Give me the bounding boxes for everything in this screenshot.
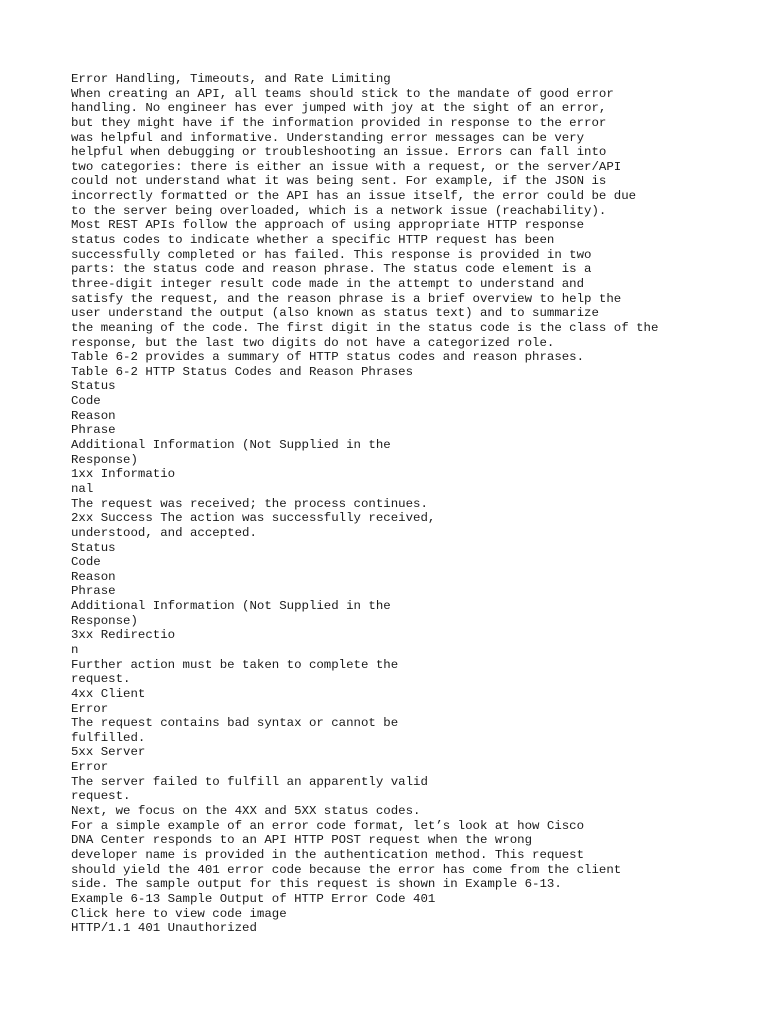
text-line: The request contains bad syntax or cannot be: [71, 716, 399, 731]
text-line: Reason: [71, 408, 116, 423]
text-line: helpful when debugging or troubleshooting an issue. Errors can fall into: [71, 145, 607, 160]
document-body: [71, 72, 751, 936]
text-line: parts: the status code and reason phrase. The status code element is a: [71, 262, 592, 277]
text-line: status codes to indicate whether a specific HTTP request has been: [71, 233, 555, 248]
text-line: For a simple example of an error code format, let’s look at how Cisco: [71, 818, 585, 833]
text-line: Error: [71, 701, 109, 716]
text-line: response, but the last two digits do not have a categorized role.: [71, 335, 555, 350]
section-heading: Error Handling, Timeouts, and Rate Limiting: [71, 72, 391, 86]
view-code-image-link[interactable]: Click here to view code image: [71, 906, 287, 921]
text-line: 4xx Client: [71, 686, 146, 701]
text-line: Error: [71, 760, 109, 775]
text-line: but they might have if the information provided in response to the error: [71, 115, 607, 130]
text-line: DNA Center responds to an API HTTP POST request when the wrong: [71, 833, 533, 848]
text-line: Status: [71, 379, 116, 394]
text-line: three-digit integer result code made in the attempt to understand and: [71, 276, 585, 291]
text-line: The server failed to fulfill an apparently valid: [71, 774, 428, 789]
text-line: successfully completed or has failed. This response is provided in two: [71, 247, 592, 262]
text-line: 5xx Server: [71, 745, 146, 760]
text-line: Status: [71, 540, 116, 555]
text-line: the meaning of the code. The first digit in the status code is the class of the: [71, 320, 659, 335]
text-line: was helpful and informative. Understanding error messages can be very: [71, 130, 585, 145]
text-line: Next, we focus on the 4XX and 5XX status codes.: [71, 804, 421, 819]
text-line: could not understand what it was being sent. For example, if the JSON is: [71, 174, 607, 189]
code-line: HTTP/1.1 401 Unauthorized: [71, 921, 257, 936]
text-line: request.: [71, 789, 131, 804]
text-line: Further action must be taken to complete the: [71, 657, 399, 672]
text-line: should yield the 401 error code because the error has come from the client: [71, 862, 622, 877]
text-line: Code: [71, 394, 101, 409]
text-line: 2xx Success The action was successfully received,: [71, 511, 436, 526]
text-line: Table 6-2 provides a summary of HTTP status codes and reason phrases.: [71, 350, 585, 365]
text-line: request.: [71, 672, 131, 687]
text-line: incorrectly formatted or the API has an issue itself, the error could be due: [71, 189, 637, 204]
text-line: Response): [71, 452, 138, 467]
text-line: user understand the output (also known as status text) and to summarize: [71, 306, 599, 321]
text-line: Additional Information (Not Supplied in the: [71, 599, 391, 614]
table-caption: Table 6-2 HTTP Status Codes and Reason Phrases: [71, 364, 414, 379]
text-line: 1xx Informatio: [71, 467, 176, 482]
text-line: side. The sample output for this request is shown in Example 6-13.: [71, 877, 562, 892]
text-line: Code: [71, 555, 101, 570]
text-line: Response): [71, 613, 138, 628]
text-line: When creating an API, all teams should stick to the mandate of good error: [71, 86, 614, 101]
text-line: 3xx Redirectio: [71, 628, 176, 643]
text-line: two categories: there is either an issue with a request, or the server/API: [71, 159, 622, 174]
text-line: nal: [71, 481, 94, 496]
text-line: Additional Information (Not Supplied in the: [71, 438, 391, 453]
text-line: Most REST APIs follow the approach of using appropriate HTTP response: [71, 218, 585, 233]
text-line: Phrase: [71, 423, 116, 438]
text-line: fulfilled.: [71, 730, 146, 745]
text-line: to the server being overloaded, which is a network issue (reachability).: [71, 203, 607, 218]
text-line: handling. No engineer has ever jumped with joy at the sight of an error,: [71, 101, 607, 116]
text-line: developer name is provided in the authentication method. This request: [71, 847, 585, 862]
text-line: understood, and accepted.: [71, 525, 257, 540]
text-line: Reason: [71, 569, 116, 584]
example-caption: Example 6-13 Sample Output of HTTP Error Code 401: [71, 891, 436, 906]
text-line: Phrase: [71, 584, 116, 599]
text-line: The request was received; the process continues.: [71, 496, 428, 511]
text-line: satisfy the request, and the reason phrase is a brief overview to help the: [71, 291, 622, 306]
text-line: n: [71, 642, 79, 657]
